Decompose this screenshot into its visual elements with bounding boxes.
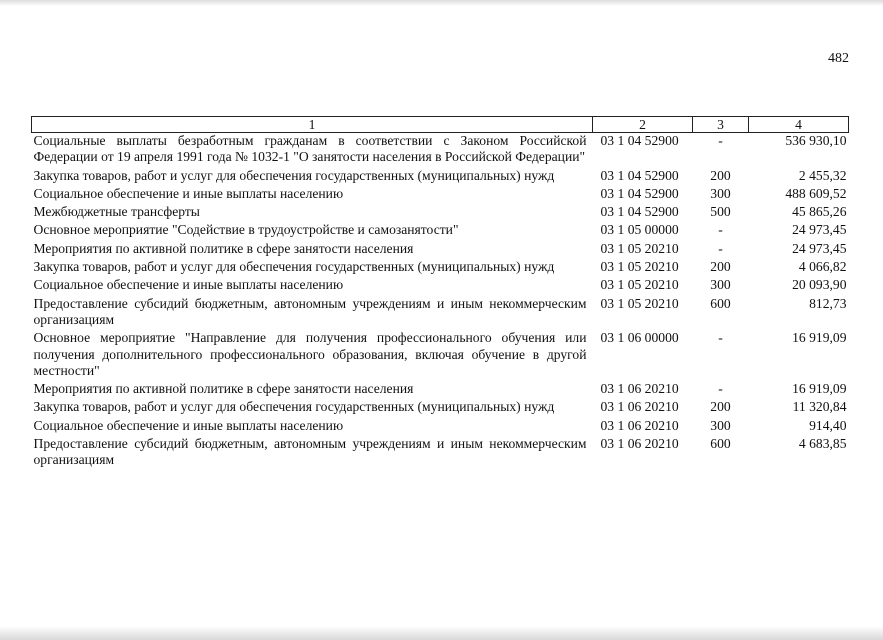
row-target-code: 03 1 06 20210 (600, 436, 679, 452)
table-row (32, 330, 849, 381)
row-expense-type: 500 (710, 204, 731, 220)
table-row (32, 418, 849, 436)
row-target-code: 03 1 04 52900 (600, 185, 679, 201)
row-target-code: 03 1 06 20210 (600, 399, 679, 415)
table-row (32, 381, 849, 399)
row-amount: 11 320,84 (792, 399, 847, 415)
row-target-code: 03 1 05 20210 (600, 277, 679, 293)
row-amount: 24 973,45 (792, 240, 847, 256)
row-target-code: 03 1 04 52900 (600, 133, 679, 148)
row-amount: 812,73 (809, 295, 847, 311)
row-name: Социальное обеспечение и иные выплаты населению (33, 277, 344, 293)
row-amount: 4 066,82 (798, 259, 847, 275)
row-amount: 4 683,85 (798, 436, 847, 452)
row-target-code: 03 1 05 20210 (600, 295, 679, 311)
table-body (32, 133, 849, 471)
header-col-1: 1 (32, 117, 593, 133)
row-expense-type: - (718, 240, 723, 256)
row-name: Закупка товаров, работ и услуг для обеспечения государственных (муниципальных) нужд (33, 399, 555, 415)
row-expense-type: - (718, 381, 723, 397)
row-expense-type: 300 (710, 185, 731, 201)
table-row (32, 399, 849, 417)
row-target-code: 03 1 06 20210 (600, 417, 679, 433)
table-row (32, 436, 849, 471)
table-row (32, 133, 849, 168)
table-row (32, 241, 849, 259)
row-expense-type: - (718, 222, 723, 238)
scan-bottom-edge (0, 626, 883, 640)
row-amount: 536 930,10 (785, 133, 847, 148)
row-name: Межбюджетные трансферты (33, 204, 200, 220)
row-expense-type: 200 (710, 259, 731, 275)
budget-table (31, 116, 849, 471)
row-name: Мероприятия по активной политике в сфере занятости населения (33, 381, 414, 397)
row-target-code: 03 1 04 52900 (600, 204, 679, 220)
row-name: Закупка товаров, работ и услуг для обеспечения государственных (муниципальных) нужд (33, 167, 555, 183)
row-amount: 20 093,90 (792, 277, 847, 293)
header-col-4: 4 (749, 117, 849, 133)
table-header (32, 117, 849, 133)
table-row (32, 186, 849, 204)
row-target-code: 03 1 05 00000 (600, 222, 679, 238)
table-row (32, 277, 849, 295)
row-name: Социальное обеспечение и иные выплаты населению (33, 417, 344, 433)
header-row (32, 117, 849, 133)
row-amount: 488 609,52 (785, 185, 847, 201)
row-name: Мероприятия по активной политике в сфере занятости населения (33, 240, 414, 256)
header-col-3: 3 (693, 117, 749, 133)
row-expense-type: - (718, 133, 723, 148)
row-expense-type: 300 (710, 277, 731, 293)
row-amount: 16 919,09 (792, 381, 847, 397)
row-amount: 914,40 (809, 417, 847, 433)
row-amount: 2 455,32 (798, 167, 847, 183)
row-name: Предоставление субсидий бюджетным, автономным учреждениям и иным некоммерческим организациям (33, 436, 587, 468)
row-expense-type: 600 (710, 295, 731, 311)
row-name: Предоставление субсидий бюджетным, автономным учреждениям и иным некоммерческим организациям (33, 295, 587, 327)
header-col-2: 2 (593, 117, 693, 133)
row-target-code: 03 1 04 52900 (600, 167, 679, 183)
row-target-code: 03 1 06 20210 (600, 381, 679, 397)
row-expense-type: 200 (710, 399, 731, 415)
page-number: 482 (828, 51, 849, 66)
table-row (32, 168, 849, 186)
row-target-code: 03 1 05 20210 (600, 240, 679, 256)
row-expense-type: 200 (710, 167, 731, 183)
table-row (32, 296, 849, 331)
row-amount: 16 919,09 (792, 330, 847, 346)
table-row (32, 259, 849, 277)
row-expense-type: 600 (710, 436, 731, 452)
row-expense-type: 300 (710, 417, 731, 433)
row-target-code: 03 1 06 00000 (600, 330, 679, 346)
row-target-code: 03 1 05 20210 (600, 259, 679, 275)
row-name: Социальное обеспечение и иные выплаты населению (33, 185, 344, 201)
table-row (32, 204, 849, 222)
scan-top-edge (0, 0, 883, 6)
row-amount: 24 973,45 (792, 222, 847, 238)
row-name: Социальные выплаты безработным гражданам в соответствии с Законом Российской Федерации от 19 апреля 1991 года № 1032-1 "О занятости населения в Российской Федерации" (33, 133, 587, 165)
row-name: Основное мероприятие "Направление для получения профессионального обучения или получения дополнительного профессионального образования, включая обучение в другой местности" (33, 330, 587, 378)
row-amount: 45 865,26 (792, 204, 847, 220)
row-name: Закупка товаров, работ и услуг для обеспечения государственных (муниципальных) нужд (33, 259, 555, 275)
row-expense-type: - (718, 330, 723, 346)
row-name: Основное мероприятие "Содействие в трудоустройстве и самозанятости" (33, 222, 459, 238)
table-row (32, 222, 849, 240)
